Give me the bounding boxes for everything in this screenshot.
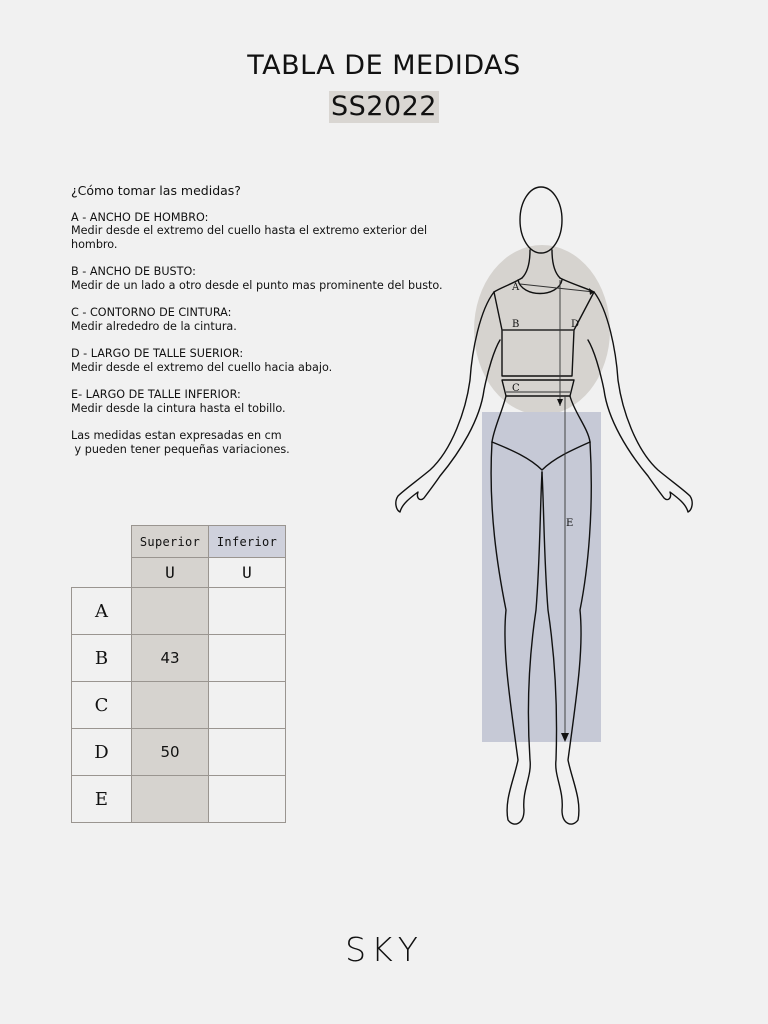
head-outline: [520, 187, 562, 253]
label-d: D: [571, 319, 580, 330]
instruction-text: Medir desde el extremo del cuello hasta el extremo exterior del hombro.: [71, 224, 428, 251]
season-subtitle: SS2022: [331, 91, 437, 122]
instruction-heading: C - CONTORNO DE CINTURA:: [71, 306, 232, 319]
instruction-heading: A - ANCHO DE HOMBRO:: [71, 210, 209, 224]
instruction-text: Medir desde el extremo del cuello hacia abajo.: [71, 360, 333, 374]
cell-superior-d: 50: [131, 728, 209, 776]
subtitle-wrapper: [0, 91, 768, 123]
column-header-superior: Superior: [131, 525, 209, 558]
label-a: A: [512, 282, 520, 293]
brand-logo: SKY: [345, 930, 423, 969]
instructions-intro: ¿Cómo tomar las medidas?: [71, 183, 241, 198]
note-line: Las medidas estan expresadas en cm: [71, 429, 282, 442]
cell-inferior-d: [208, 728, 286, 776]
label-b: B: [512, 319, 520, 330]
column-header-inferior: Inferior: [208, 525, 286, 558]
instruction-text: Medir de un lado a otro desde el punto mas prominente del busto.: [71, 278, 443, 292]
row-label-c: C: [71, 681, 132, 729]
label-e: E: [566, 518, 574, 529]
page-title: TABLA DE MEDIDAS: [247, 50, 521, 81]
cell-inferior-e: [208, 775, 286, 823]
size-inferior: U: [208, 557, 286, 588]
instruction-heading: D - LARGO DE TALLE SUERIOR:: [71, 347, 244, 360]
row-label-d: D: [71, 728, 132, 776]
instruction-text: Medir alrededro de la cintura.: [71, 319, 237, 333]
label-c: C: [512, 383, 520, 394]
size-superior: U: [131, 557, 209, 588]
instruction-heading: B - ANCHO DE BUSTO:: [71, 265, 196, 278]
cell-superior-b: 43: [131, 634, 209, 682]
cell-superior-a: [131, 587, 209, 635]
cell-inferior-c: [208, 681, 286, 729]
cell-inferior-b: [208, 634, 286, 682]
cell-superior-e: [131, 775, 209, 823]
row-label-b: B: [71, 634, 132, 682]
instruction-heading: E- LARGO DE TALLE INFERIOR:: [71, 388, 241, 401]
instruction-text: Medir desde la cintura hasta el tobillo.: [71, 401, 286, 415]
cell-superior-c: [131, 681, 209, 729]
note-line: y pueden tener pequeñas variaciones.: [71, 442, 290, 456]
body-measurement-figure: [380, 180, 710, 830]
row-label-e: E: [71, 775, 132, 823]
cell-inferior-a: [208, 587, 286, 635]
row-label-a: A: [71, 587, 132, 635]
